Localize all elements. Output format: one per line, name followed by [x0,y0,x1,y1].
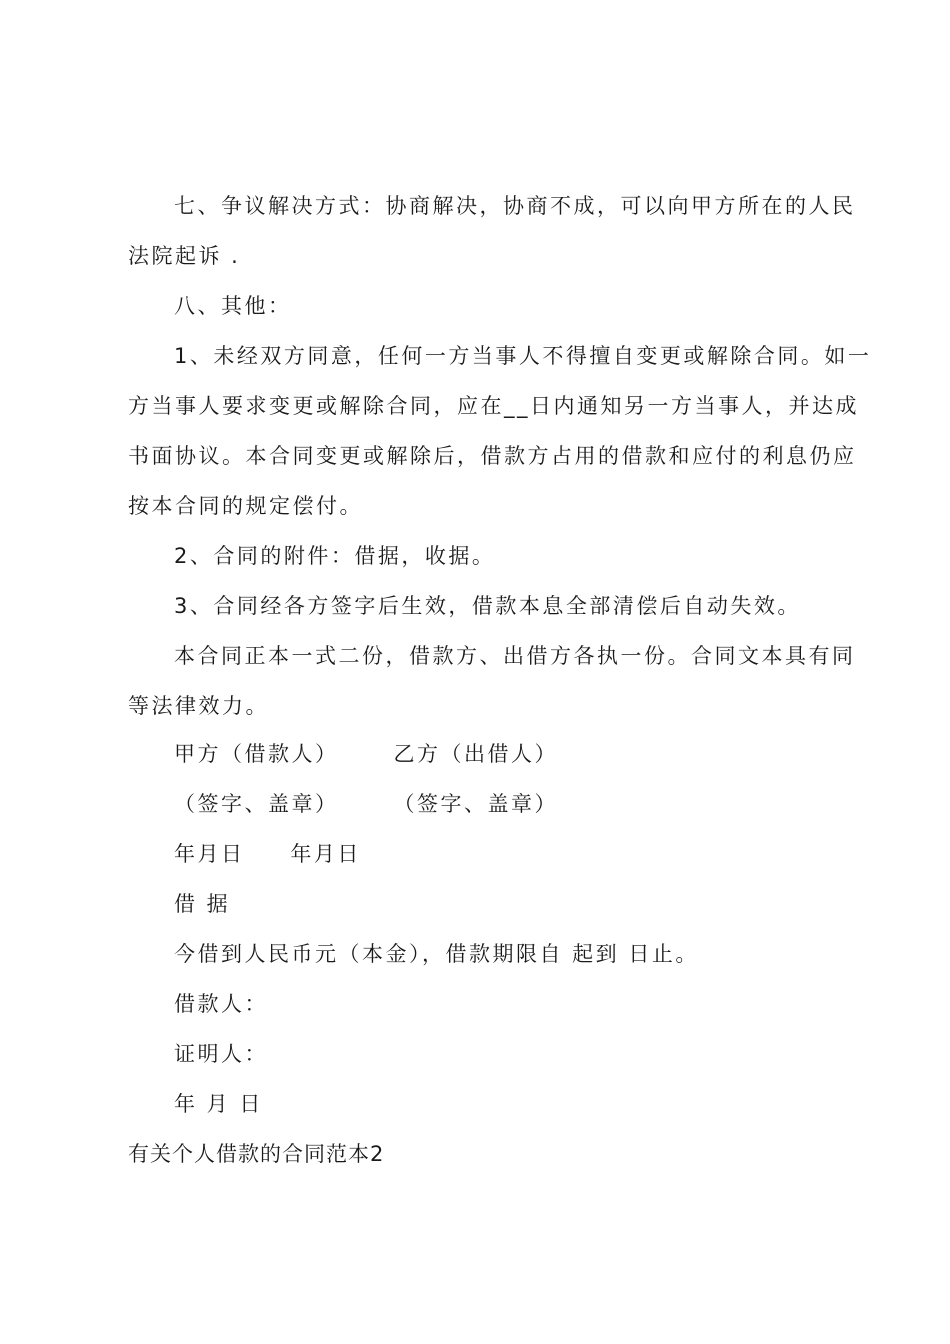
iou-title: 借 据 [174,892,231,916]
witness-label: 证明人： [174,1042,268,1066]
iou-body: 今借到人民币元（本金），借款期限自 起到 日止。 [174,942,699,966]
iou-date: 年 月 日 [174,1092,263,1116]
section-title: 有关个人借款的合同范本2 [128,1142,385,1166]
copies-line-1: 本合同正本一式二份，借款方、出借方各执一份。合同文本具有同 [174,644,856,668]
clause-7-line-1: 七、争议解决方式：协商解决，协商不成，可以向甲方所在的人民 [174,194,856,218]
date-line: 年月日 年月日 [174,842,361,866]
clause-8-3: 3、合同经各方签字后生效，借款本息全部清偿后自动失效。 [174,594,801,618]
clause-8-1-line-3: 书面协议。本合同变更或解除后，借款方占用的借款和应付的利息仍应 [128,444,857,468]
borrower-label: 借款人： [174,992,268,1016]
copies-line-2: 等法律效力。 [128,694,269,718]
clause-7-line-2: 法院起诉 . [128,244,241,268]
clause-8-1-line-4: 按本合同的规定偿付。 [128,494,363,518]
clause-8-1-line-1: 1、未经双方同意，任何一方当事人不得擅自变更或解除合同。如一 [174,344,872,368]
signature-line: （签字、盖章） （签字、盖章） [174,792,559,816]
clause-8-2: 2、合同的附件：借据，收据。 [174,544,496,568]
clause-8-heading: 八、其他： [174,294,292,318]
parties-line: 甲方（借款人） 乙方（出借人） [174,742,559,766]
clause-8-1-line-2: 方当事人要求变更或解除合同，应在__日内通知另一方当事人，并达成 [128,394,859,418]
